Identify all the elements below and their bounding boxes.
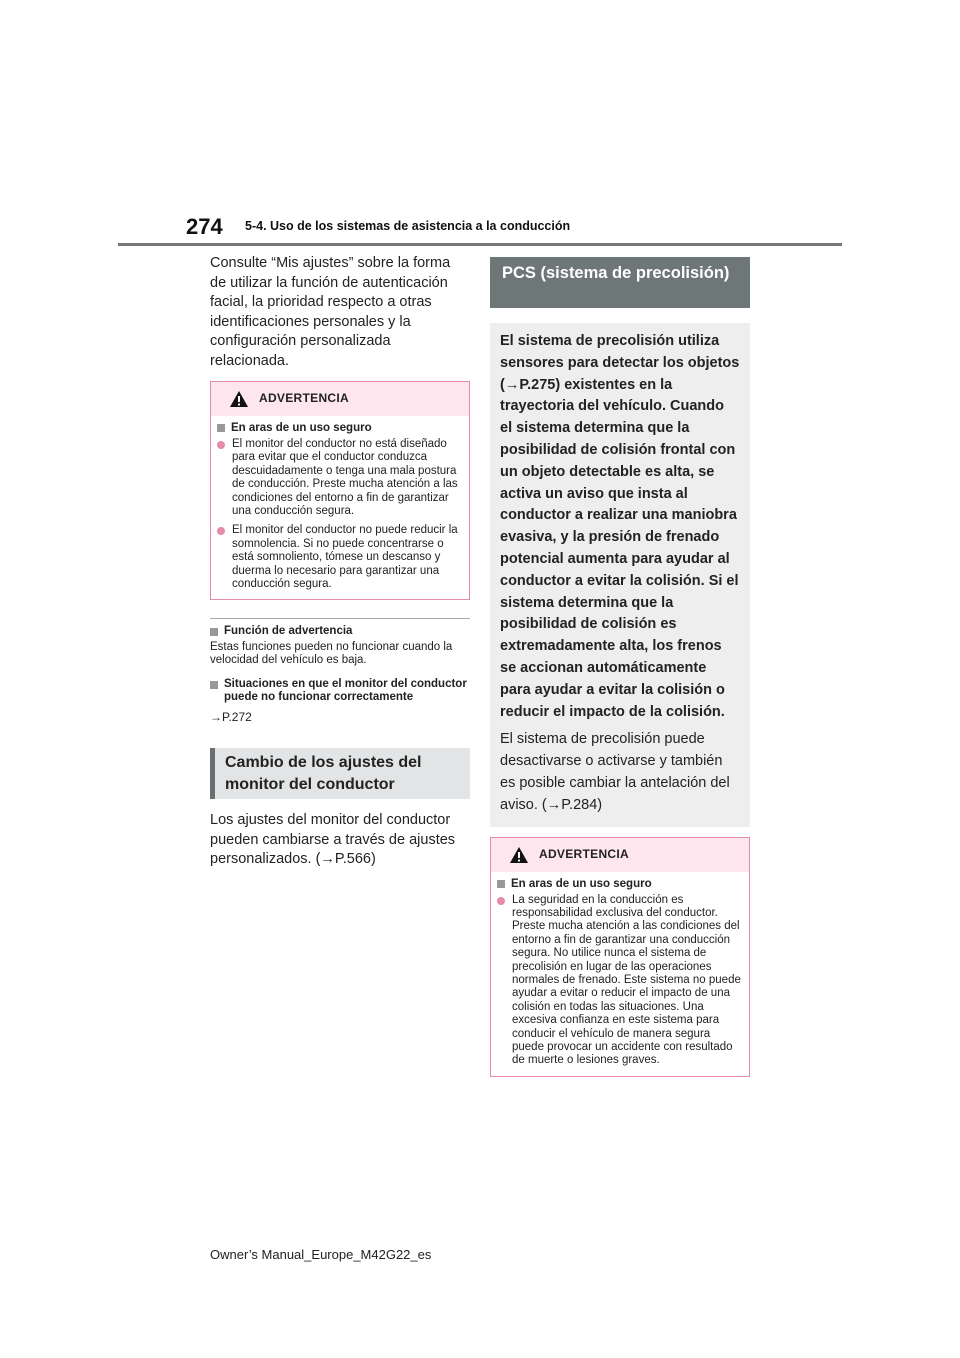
warning-title: ADVERTENCIA — [259, 391, 349, 405]
situations-heading — [210, 678, 470, 705]
warning-bullet-text: El monitor del conductor no puede reducir la somnolencia. Si no puede concentrarse o está somnoliento, tómese un descanso y duerma lo necesario para garantizar una conducción segura. — [232, 524, 458, 591]
warning-box-driver-monitor — [210, 381, 470, 600]
page-number: 274 — [186, 214, 223, 239]
footer-manual-id: Owner’s Manual_Europe_M42G22_es — [210, 1247, 432, 1262]
section-divider — [210, 618, 470, 619]
change-settings-title: Cambio de los ajustes del monitor del conductor — [210, 748, 470, 799]
square-bullet-icon — [210, 681, 218, 689]
right-column — [490, 257, 750, 1077]
warning-box-pcs — [490, 837, 750, 1077]
warning-bullet — [217, 438, 461, 518]
warning-body — [211, 416, 469, 599]
pink-dot-icon — [497, 897, 505, 905]
pink-dot-icon — [217, 527, 225, 535]
warning-bullet-text: El monitor del conductor no está diseñado para evitar que el conductor conduzca descuidadamente o tenga una mala postura de conducción. Preste mucha atención a las condiciones del entorno a fin de garantizar una conducción segura. — [232, 438, 458, 518]
warning-bullet — [497, 894, 741, 1068]
warning-header — [211, 382, 469, 416]
warning-bullet-text: La seguridad en la conducción es responsabilidad exclusiva del conductor. Preste mucha atención a las condiciones del entorno a fin de garantizar una conducción segura. No utilice nunca el sistema de precolisión en lugar de las operaciones normales de frenado. Este sistema no puede ayudar a evitar o reducir el impacto de una colisión en todas las situaciones. Una excesiva confianza en este sistema para conducir el vehículo de manera segura puede provocar un accidente con resultado de muerte o lesiones graves. — [512, 893, 741, 1067]
square-bullet-icon — [217, 424, 225, 432]
square-bullet-icon — [210, 628, 218, 636]
warning-subheading — [497, 878, 741, 890]
section-header: 5-4. Uso de los sistemas de asistencia a la conducción — [245, 219, 571, 233]
situations-page-ref[interactable]: →P.272 — [210, 709, 252, 724]
function-text: Estas funciones pueden no funcionar cuando la velocidad del vehículo es baja. — [210, 640, 453, 667]
pcs-description-box — [490, 323, 750, 827]
warning-triangle-icon — [509, 846, 529, 864]
function-heading — [210, 625, 470, 639]
warning-subheading — [217, 422, 461, 434]
pcs-bold-paragraph: El sistema de precolisión utiliza sensores para detectar los objetos (→P.275) existentes en la trayectoria del vehículo. Cuando el sistema determina que la posibilidad de colisión frontal con un objeto detectable es alta, se activa un aviso que insta al conductor a realizar una maniobra evasiva, y la presión de frenado potencial aumenta para ayudar al conductor a evitar la colisión. Si el sistema determina que la posibilidad de colisión es extremadamente alta, los frenos se accionan automáticamente para ayudar a evitar la colisión o reducir el impacto de la colisión. — [500, 333, 740, 720]
header-rule — [118, 243, 842, 246]
pcs-title: PCS (sistema de precolisión) — [490, 257, 750, 308]
intro-paragraph: Consulte “Mis ajustes” sobre la forma de utilizar la función de autenticación facial, la prioridad respecto a otras identificaciones personales y la configuración personalizada relacionada. — [210, 255, 451, 369]
left-column — [210, 254, 470, 870]
warning-header — [491, 838, 749, 872]
warning-bullet — [217, 524, 461, 591]
warning-subheading-text: En aras de un uso seguro — [511, 877, 652, 890]
change-settings-text: Los ajustes del monitor del conductor pueden cambiarse a través de ajustes personalizados. (→P.566) — [210, 812, 456, 868]
warning-body — [491, 872, 749, 1076]
warning-subheading-text: En aras de un uso seguro — [231, 422, 372, 434]
square-bullet-icon — [497, 880, 505, 888]
warning-title: ADVERTENCIA — [539, 846, 629, 861]
pink-dot-icon — [217, 441, 225, 449]
function-heading-text: Función de advertencia — [224, 625, 353, 638]
pcs-plain-paragraph: El sistema de precolisión puede desactivarse o activarse y también es posible cambiar la antelación del aviso. (→P.284) — [500, 731, 730, 813]
situations-heading-text: Situaciones en que el monitor del conductor puede no funcionar correctamente — [224, 677, 467, 704]
warning-triangle-icon — [229, 390, 249, 408]
